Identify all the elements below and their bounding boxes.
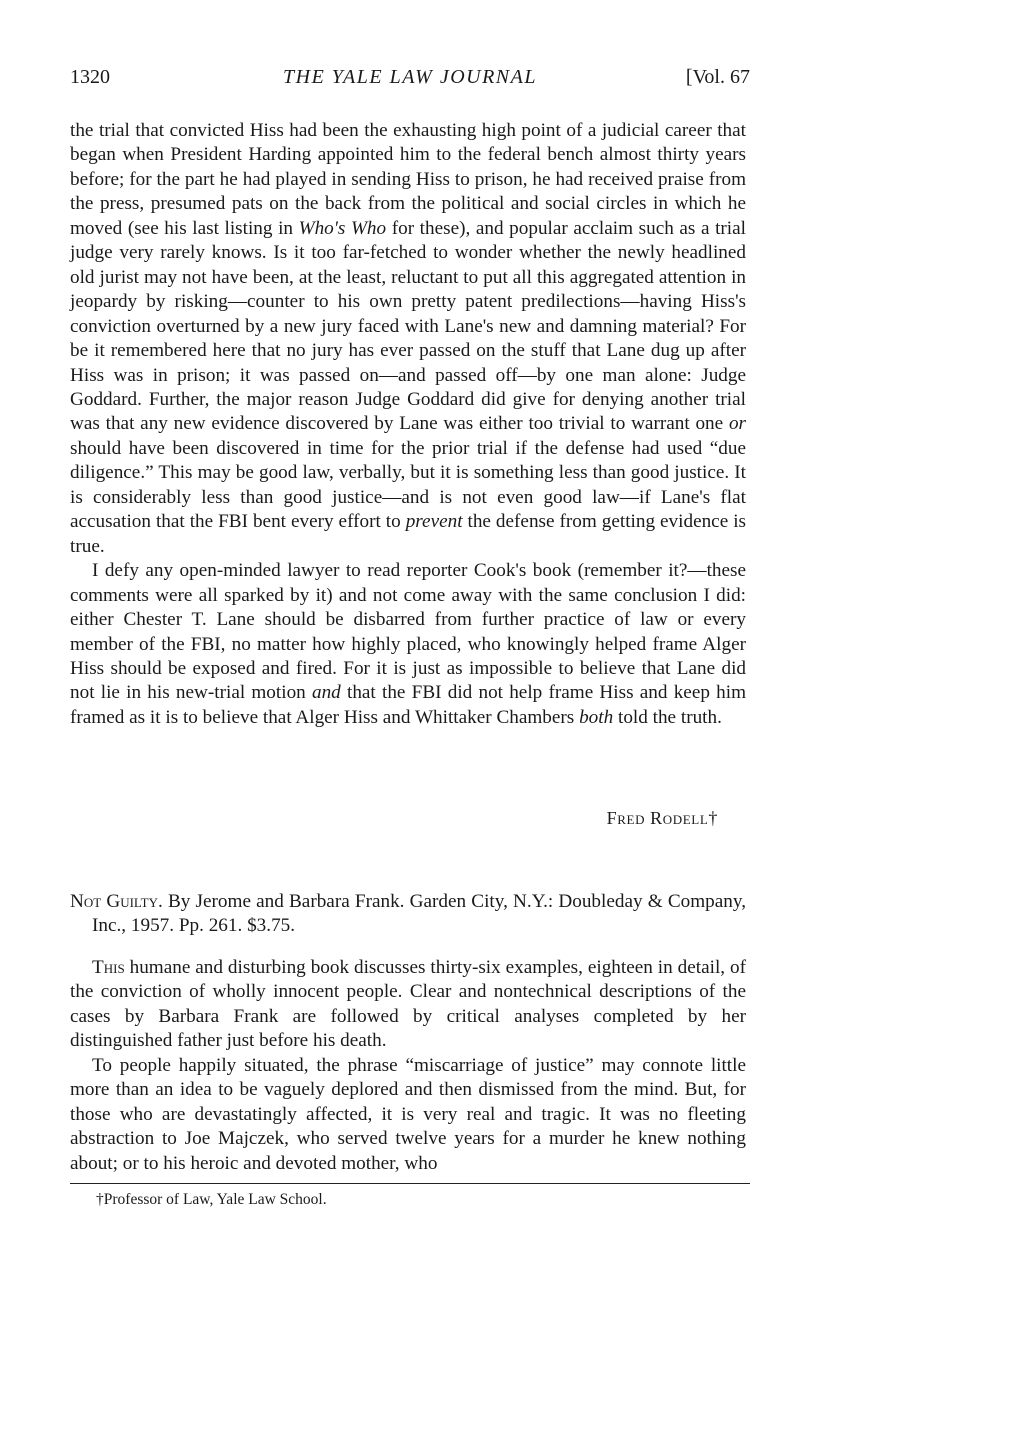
running-header [70,66,750,96]
footnote: †Professor of Law, Yale Law School. [96,1191,327,1208]
review-not-guilty-body [70,956,746,1176]
volume-label: [Vol. 67 [685,66,750,88]
footnote-divider [70,1183,750,1184]
book-citation: Not Guilty. By Jerome and Barbara Frank. Garden City, N.Y.: Doubleday & Company, Inc., 1957. Pp. 261. $3.75. [70,891,746,937]
paragraph: the trial that convicted Hiss had been the exhausting high point of a judicial career that began when President Harding appointed him to the federal bench almost thirty years before; for the part he had played in sending Hiss to prison, he had received praise from the press, presumed pats on the back from the political and social circles in which he moved (see his last listing in Who's Who for these), and popular acclaim such as a trial judge very rarely knows. Is it too far-fetched to wonder whether the newly headlined old jurist may not have been, at the least, reluctant to put all this aggregated attention in jeopardy by risking—counter to his own pretty patent predilections—having Hiss's conviction overturned by a new jury faced with Lane's new and damning material? For be it remembered here that no jury has ever passed on the stuff that Lane dug up after Hiss was in prison; it was passed on—and passed off—by one man alone: Judge Goddard. Further, the major reason Judge Goddard did give for denying another trial was that any new evidence discovered by Lane was either too trivial to warrant one or should have been discovered in time for the prior trial if the defense had used “due diligence.” This may be good law, verbally, but it is something less than good justice. It is considerably less than good justice—and is not even good law—if Lane's flat accusation that the FBI bent every effort to prevent the defense from getting evidence is true. [70,120,746,557]
review-rodell-body [70,119,746,730]
book-title: Not Guilty. [70,891,163,912]
author-signature: Fred Rodell† [606,808,718,828]
page-number: 1320 [70,66,110,88]
paragraph: This humane and disturbing book discusses thirty-six examples, eighteen in detail, of the conviction of wholly innocent people. Clear and nontechnical descriptions of the cases by Barbara Frank are followed by critical analyses completed by her distinguished father just before his death. [70,957,746,1052]
paragraph: To people happily situated, the phrase “miscarriage of justice” may connote little more than an idea to be vaguely deplored and then dismissed from the mind. But, for those who are devastatingly affected, it is very real and tragic. It was no fleeting abstraction to Joe Majczek, who served twelve years for a murder he knew nothing about; or to his heroic and devoted mother, who [70,1054,746,1174]
paragraph: I defy any open-minded lawyer to read reporter Cook's book (remember it?—these comments were all sparked by it) and not come away with the same conclusion I did: either Chester T. Lane should be disbarred from further practice of law or every member of the FBI, no matter how highly placed, who knowingly helped frame Alger Hiss should be exposed and fired. For it is just as impossible to believe that Lane did not lie in his new-trial motion and that the FBI did not help frame Hiss and keep him framed as it is to believe that Alger Hiss and Whittaker Chambers both told the truth. [70,560,746,728]
footnote-dagger: † [708,808,718,828]
journal-title: THE YALE LAW JOURNAL [283,66,537,88]
